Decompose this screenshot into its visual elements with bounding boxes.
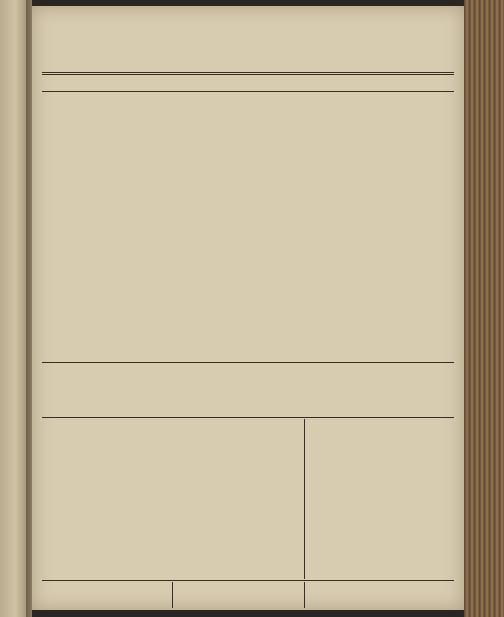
newspaper-page [32,6,464,610]
divider [42,417,454,418]
section-rule [42,91,454,92]
divider [42,362,454,363]
adjacent-page-edge [0,0,26,617]
column-divider [304,419,305,579]
page-edges [464,0,504,617]
divider [42,580,454,581]
banner-rule [42,72,454,75]
column-divider [304,582,305,608]
column-divider [172,582,173,608]
